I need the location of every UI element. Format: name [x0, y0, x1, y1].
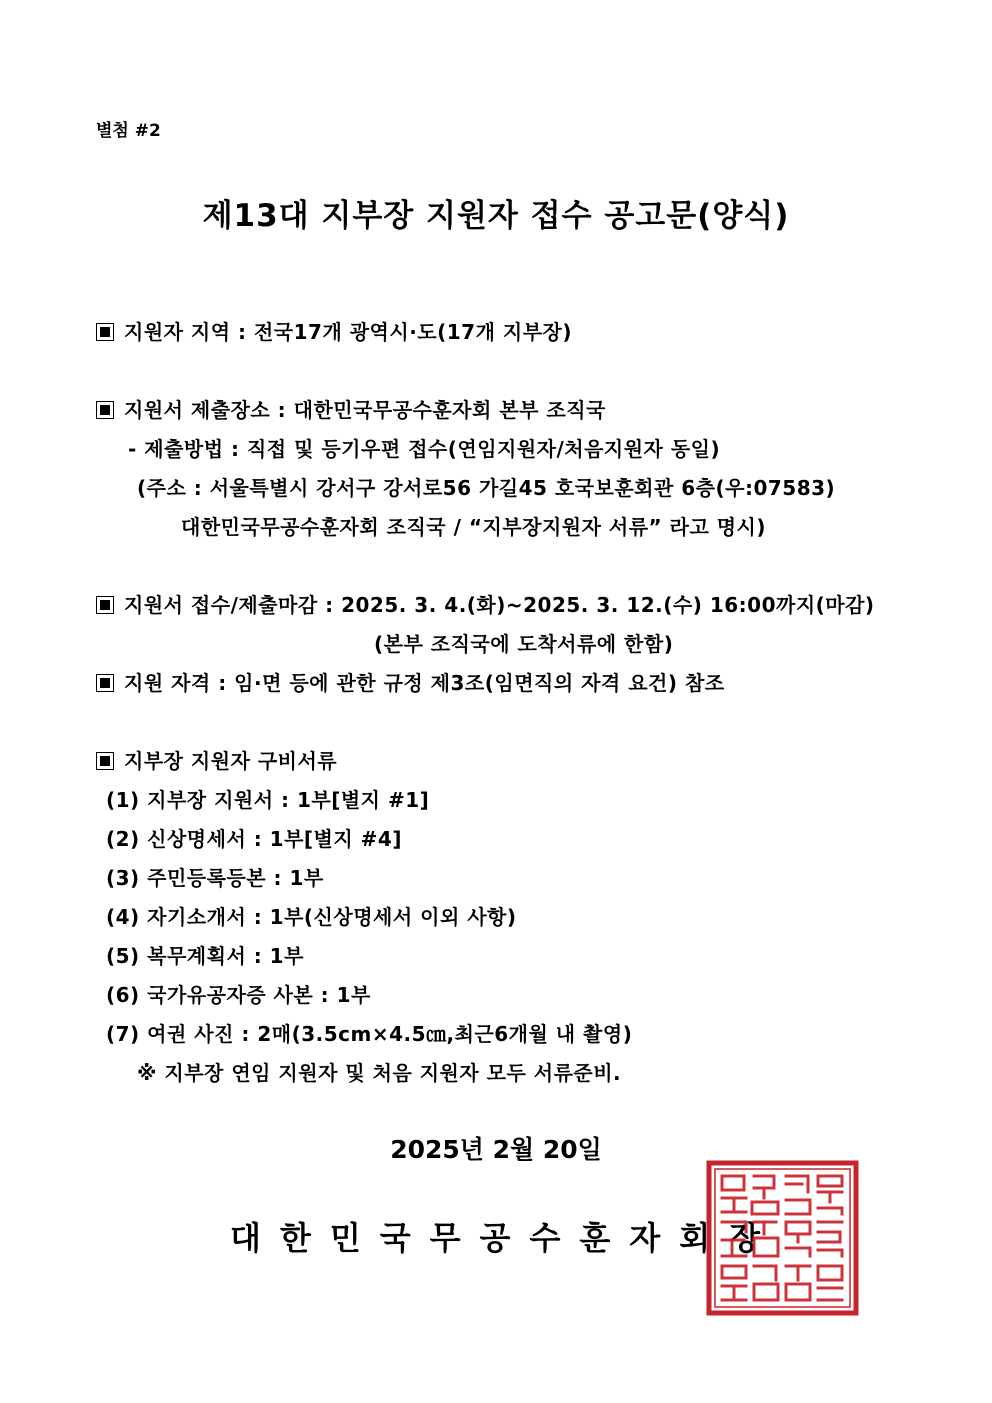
issue-date: 2025년 2월 20일: [390, 1135, 602, 1164]
doc-item: (1) 지부장 지원서 : 1부[별지 #1]: [106, 788, 430, 812]
bullet-icon: [96, 401, 114, 419]
doc-item: (3) 주민등록등본 : 1부: [106, 866, 324, 890]
region-line: 지원자 지역 : 전국17개 광역시·도(17개 지부장): [96, 316, 572, 345]
attachment-label: 별첨 #2: [96, 121, 161, 141]
method-line: - 제출방법 : 직접 및 등기우편 접수(연임지원자/처음지원자 동일): [128, 437, 721, 461]
organization-name: 대한민국무공수훈자회장: [230, 1219, 780, 1257]
bullet-icon: [96, 323, 114, 341]
official-seal-icon: [706, 1160, 859, 1316]
page-title: 제13대 지부장 지원자 접수 공고문(양식): [202, 198, 790, 234]
doc-item: (6) 국가유공자증 사본 : 1부: [106, 983, 371, 1007]
place-line: 지원서 제출장소 : 대한민국무공수훈자회 본부 조직국: [96, 394, 606, 423]
address-line: (주소 : 서울특별시 강서구 강서로56 가길45 호국보훈회관 6층(우:07583): [137, 476, 836, 500]
deadline-note: (본부 조직국에 도착서류에 한함): [374, 632, 674, 656]
doc-item: (5) 복무계획서 : 1부: [106, 944, 304, 968]
bullet-icon: [96, 596, 114, 614]
doc-item: (2) 신상명세서 : 1부[별지 #4]: [106, 827, 402, 851]
note-line: ※ 지부장 연임 지원자 및 처음 지원자 모두 서류준비.: [137, 1061, 622, 1085]
address-line-2: 대한민국무공수훈자회 조직국 / “지부장지원자 서류” 라고 명시): [181, 515, 767, 539]
doc-item: (7) 여권 사진 : 2매(3.5cm×4.5㎝,최근6개월 내 촬영): [106, 1022, 633, 1046]
docs-title: 지부장 지원자 구비서류: [96, 745, 337, 774]
qualification-line: 지원 자격 : 임·면 등에 관한 규정 제3조(임면직의 자격 요건) 참조: [96, 667, 725, 696]
bullet-icon: [96, 674, 114, 692]
bullet-icon: [96, 752, 114, 770]
deadline-line: 지원서 접수/제출마감 : 2025. 3. 4.(화)~2025. 3. 12.(수) 16:00까지(마감): [96, 589, 875, 618]
doc-item: (4) 자기소개서 : 1부(신상명세서 이외 사항): [106, 905, 517, 929]
